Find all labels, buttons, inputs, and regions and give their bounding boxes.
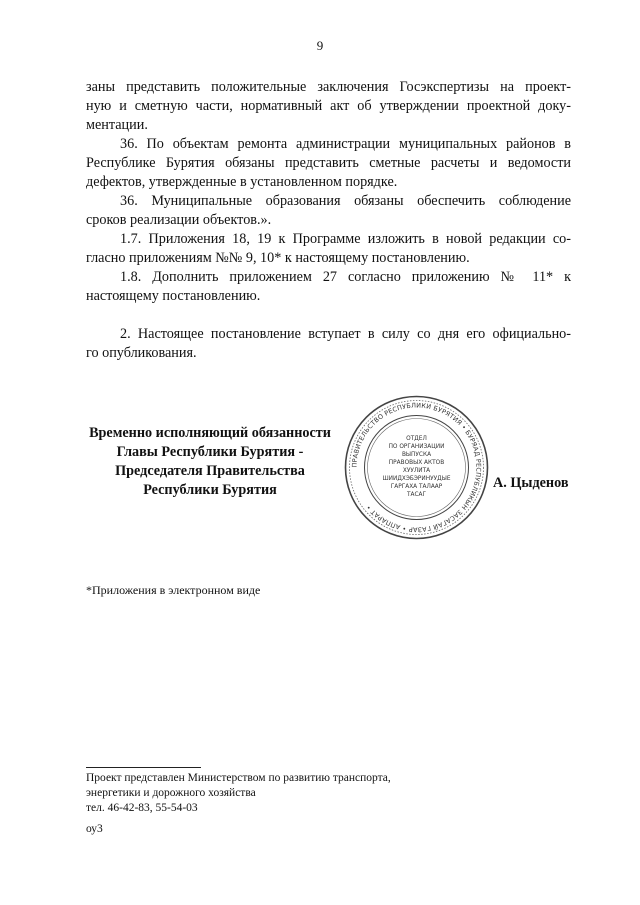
body-line: ную и сметную части, нормативный акт об утверждении проектной доку- (86, 98, 571, 114)
page-number: 9 (316, 38, 324, 53)
body-line: сроков реализации объектов.». (86, 212, 272, 228)
seal-center-line: ШИИДХЭБЭРИНУУДЫЕ (382, 476, 451, 482)
seal-center-line: ГАРГАХА ТАЛААР (390, 484, 443, 490)
body-line: 36. Муниципальные образования обязаны обеспечить соблюдение (120, 193, 571, 209)
signatory-title-line: Республики Бурятия (143, 482, 277, 498)
body-line: заны представить положительные заключения Госэкспертизы на проект- (86, 79, 571, 95)
body-line: 1.7. Приложения 18, 19 к Программе изложить в новой редакции со- (120, 231, 571, 247)
footer-divider (86, 767, 201, 768)
seal-center-line: ХУУЛИТА (402, 468, 431, 474)
seal-center-line: ПРАВОВЫХ АКТОВ (388, 460, 445, 466)
body-line: 36. По объектам ремонта администрации муниципальных районов в (120, 136, 571, 152)
body-line: 1.8. Дополнить приложением 27 согласно приложению № 11* к (120, 269, 571, 285)
body-line: го опубликования. (86, 345, 197, 361)
signatory-title-line: Председателя Правительства (115, 463, 305, 479)
body-line: гласно приложениям №№ 9, 10* к настоящему постановлению. (86, 250, 470, 266)
seal-center-line: ПО ОРГАНИЗАЦИИ (388, 444, 445, 450)
official-seal (344, 395, 489, 540)
body-line: 2. Настоящее постановление вступает в силу со дня его официально- (120, 326, 571, 342)
seal-outer-text: ПРАВИТЕЛЬСТВО РЕСПУБЛИКИ БУРЯТИЯ • БУРЯАД РЕСПУБЛИКЫН ЗАСАГАЙ ГАЗАР • АППАРАТ • (350, 401, 483, 534)
body-line: ментации. (86, 117, 148, 133)
body-line: дефектов, утвержденные в установленном порядке. (86, 174, 398, 190)
footer-code: оу3 (86, 823, 103, 835)
signatory-title-line: Временно исполняющий обязанности (89, 425, 331, 441)
attachments-footnote: *Приложения в электронном виде (86, 583, 261, 597)
signatory-name: А. Цыденов (493, 475, 569, 491)
seal-center-line: ОТДЕЛ (406, 436, 427, 442)
body-line: настоящему постановлению. (86, 288, 261, 304)
footer-line: тел. 46-42-83, 55-54-03 (86, 802, 198, 814)
footer-line: Проект представлен Министерством по развитию транспорта, (86, 772, 391, 784)
seal-center-line: ТАСАГ (406, 492, 427, 498)
signatory-title-line: Главы Республики Бурятия - (116, 444, 304, 460)
footer-line: энергетики и дорожного хозяйства (86, 787, 256, 799)
body-line: Республике Бурятия обязаны представить сметные расчеты и ведомости (86, 155, 571, 171)
seal-center-line: ВЫПУСКА (401, 452, 432, 458)
